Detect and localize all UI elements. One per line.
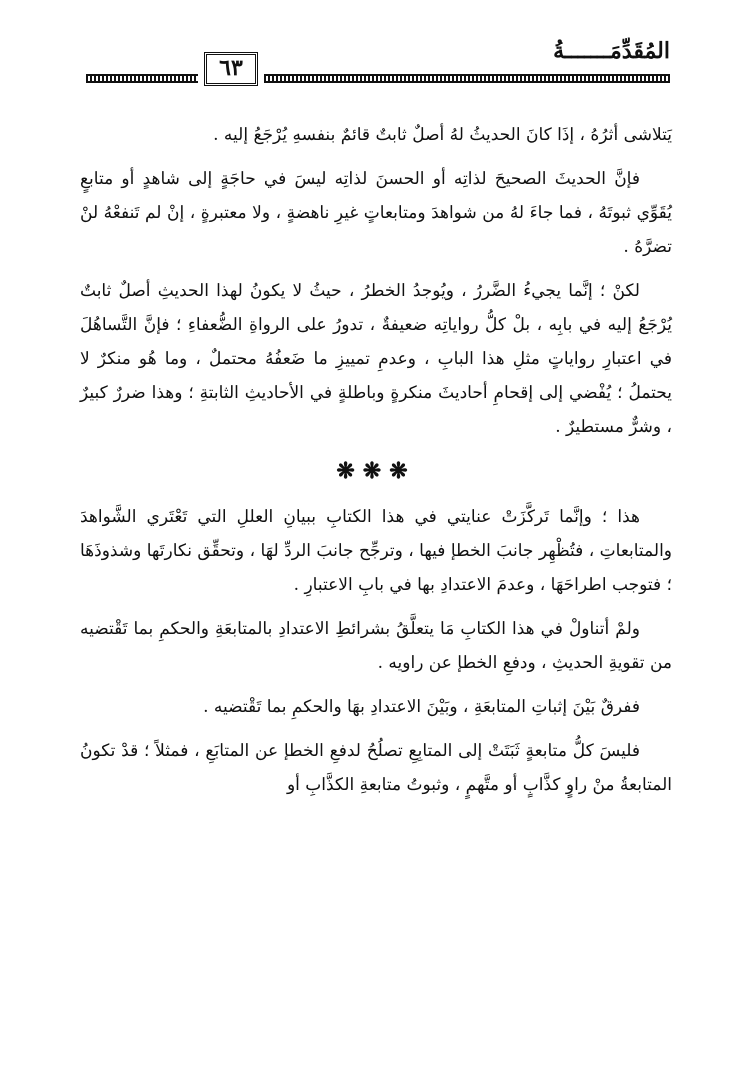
page-body [80, 118, 672, 812]
paragraph-7: فليسَ كلُّ متابعةٍ ثَبَتَتْ إلى المتابِعِ تصلُحُ لدفعِ الخطإ عن المتابَعِ ، فمثلاً ؛ قدْ تكونُ المتابعةُ منْ راوٍ كذَّابٍ أو متَّهمٍ ، وثبوتُ متابعةِ الكذَّابِ أو [80, 741, 672, 795]
page-header [86, 32, 670, 90]
paragraph-2: فإنَّ الحديثَ الصحيحَ لذاتِه أو الحسنَ لذاتِه ليسَ في حاجَةٍ إلى شاهدٍ أو متابعٍ يُقَوِّي ثبوتَهُ ، فما جاءَ لهُ من شواهدَ ومتابعاتٍ غيرِ ناهضةٍ ، ولا معتبرةٍ ، إنْ لم تَنفعْهُ لنْ تضرَّهُ . [80, 169, 672, 257]
paragraph-6: ففرقٌ بَيْنَ إثباتِ المتابعَةِ ، وبَيْنَ الاعتدادِ بهَا والحكمِ بما تَقْتضيه . [203, 697, 640, 717]
page-number: ٦٣ [204, 52, 258, 86]
section-separator: ❋❋❋ [336, 458, 416, 484]
paragraph-5: ولمْ أتناولْ في هذا الكتابِ مَا يتعلَّقُ بشرائطِ الاعتدادِ بالمتابعَةِ والحكمِ بما تَقْتضيه من تقويةِ الحديثِ ، ودفعِ الخطإ عن راويه . [80, 619, 672, 673]
paragraph-4: هذا ؛ وإنَّما تَركَّزَتْ عنايتي في هذا الكتابِ ببيانِ العللِ التي تَعْتَري الشَّواهدَ والمتابعاتِ ، فتُظْهِر جانبَ الخطإ فيها ، وترجِّح جانبَ الردِّ لهَا ، وتحقِّق نكارتَها وشذوذَهَا ؛ فتوجب اطراحَهَا ، وعدمَ الاعتدادِ بها في بابِ الاعتبارِ . [80, 507, 672, 595]
header-rule-right [264, 74, 670, 83]
header-rule-left [86, 74, 198, 83]
paragraph-1: يَتلاشى أثرُهُ ، إذَا كانَ الحديثُ لهُ أصلٌ ثابتٌ قائمٌ بنفسهِ يُرْجَعُ إليه . [213, 125, 672, 145]
paragraph-3: لكنْ ؛ إنَّما يجيءُ الضَّررُ ، ويُوجدُ الخطرُ ، حيثُ لا يكونُ لهذا الحديثِ أصلٌ ثابتٌ يُرْجَعُ إليه في بابِه ، بلْ كلُّ رواياتِه ضعيفةٌ ، تدورُ على الرواةِ الضُّعفاءِ ؛ فإنَّ التَّساهُلَ في اعتبارِ رواياتٍ مثلِ هذا البابِ ، وعدمِ تمييزِ ما ضَعفُهُ محتملٌ ، وما هُو منكرٌ لا يحتملُ ؛ يُفْضي إلى إقحامِ أحاديثَ منكرةٍ وباطلةٍ في الأحاديثِ الثابتةِ ؛ وهذا ضررٌ كبيرٌ ، وشرٌّ مستطيرٌ . [80, 281, 672, 437]
chapter-title: المُقَدِّمَـــــــةُ [553, 38, 670, 64]
